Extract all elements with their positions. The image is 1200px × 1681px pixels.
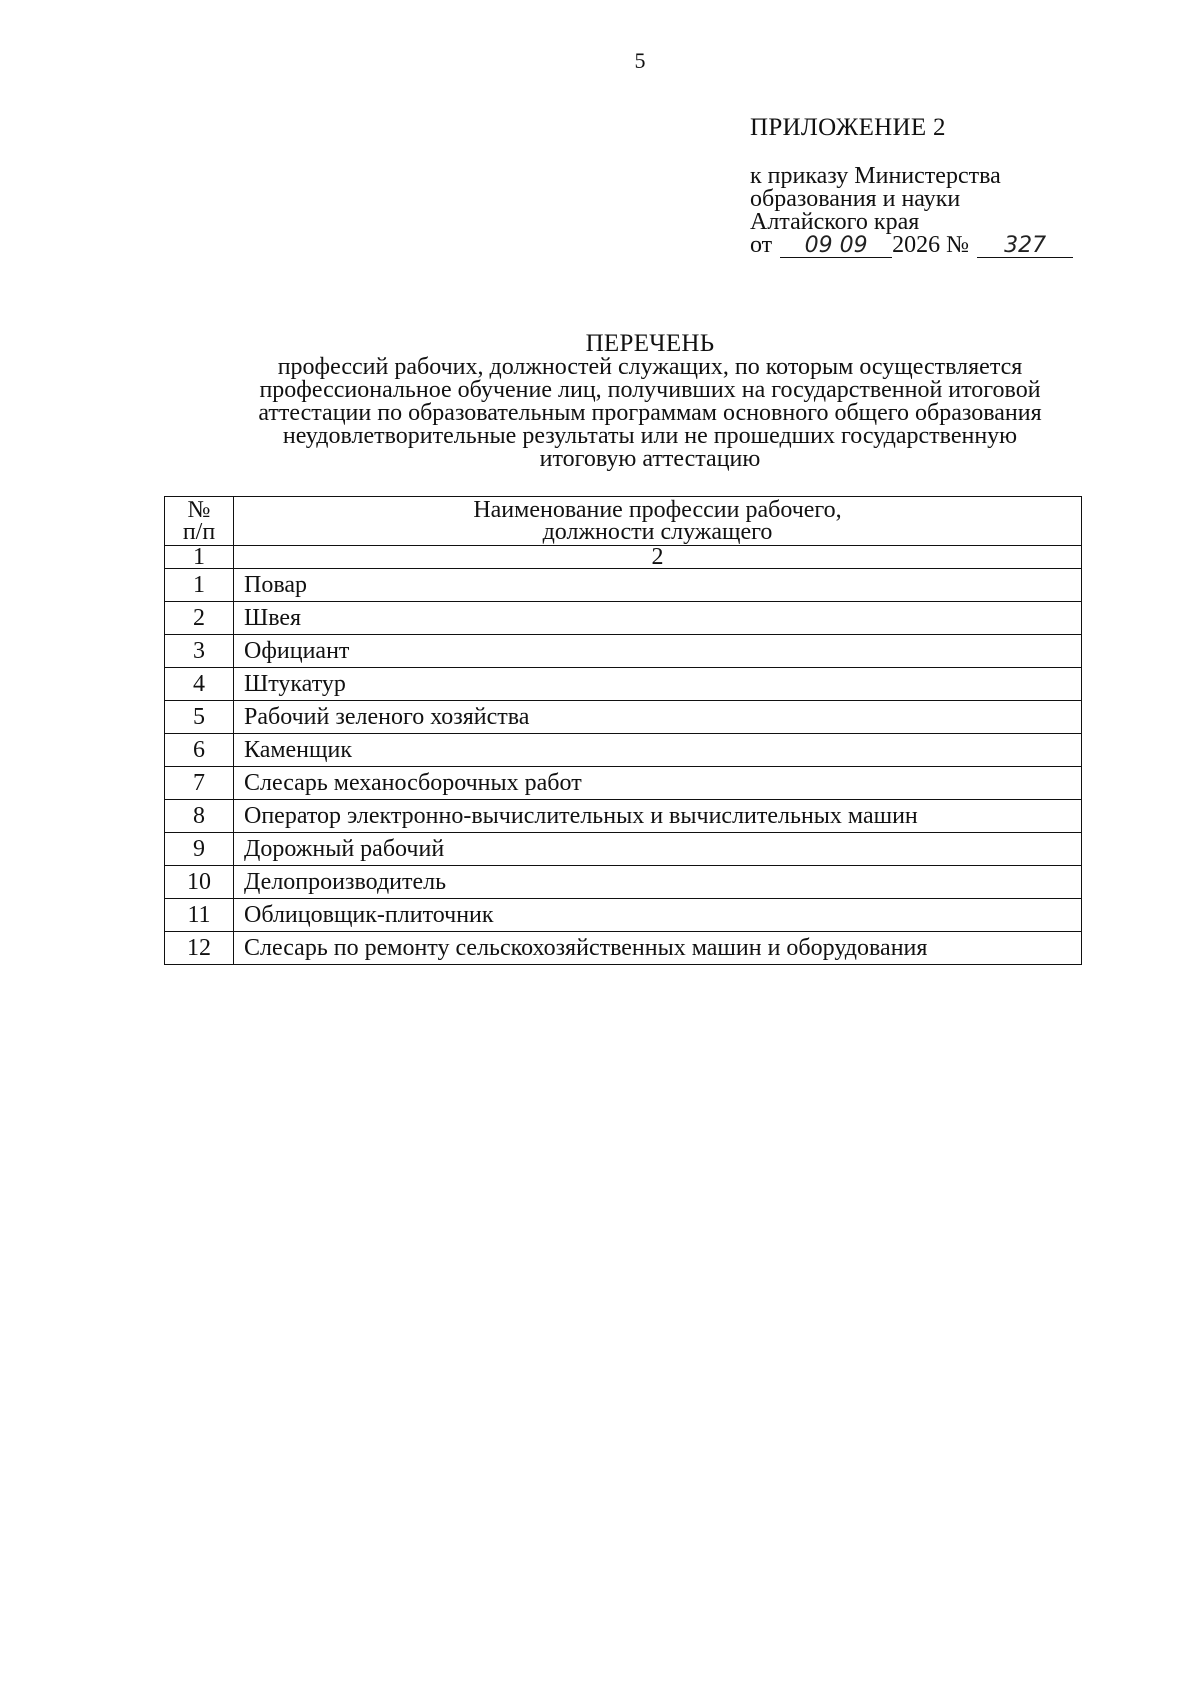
table-header-row — [165, 497, 1082, 546]
subtitle-line: аттестации по образовательным программам основного общего образования — [258, 400, 1042, 426]
year-and-number-label: 2026 № — [892, 232, 970, 258]
table-row — [165, 899, 1082, 932]
row-number: 2 — [165, 602, 234, 635]
header-number-symbol: № — [187, 497, 211, 523]
table-row — [165, 635, 1082, 668]
row-number: 4 — [165, 668, 234, 701]
order-reference — [750, 165, 1073, 258]
order-date-line — [750, 234, 1073, 258]
subtitle-line: итоговую аттестацию — [539, 446, 761, 472]
profession-name: Швея — [234, 602, 1082, 635]
header-name-line-2: должности служащего — [542, 519, 773, 545]
profession-name: Штукатур — [234, 668, 1082, 701]
table-row — [165, 767, 1082, 800]
profession-name: Каменщик — [234, 734, 1082, 767]
header-profession-name — [234, 497, 1082, 546]
profession-name: Дорожный рабочий — [234, 833, 1082, 866]
profession-name: Облицовщик-плиточник — [234, 899, 1082, 932]
table-row — [165, 866, 1082, 899]
column-index-row — [165, 546, 1082, 569]
order-line-1: к приказу Министерства — [750, 163, 1001, 189]
subtitle-line: профессий рабочих, должностей служащих, по которым осуществляется — [277, 354, 1023, 380]
handwritten-order-number: 327 — [977, 235, 1073, 258]
row-number: 11 — [165, 899, 234, 932]
row-number: 12 — [165, 932, 234, 965]
row-number: 7 — [165, 767, 234, 800]
column-index-1: 1 — [165, 546, 234, 569]
profession-name: Повар — [234, 569, 1082, 602]
appendix-title: ПРИЛОЖЕНИЕ 2 — [750, 114, 946, 141]
from-label: от — [750, 232, 773, 258]
subtitle-line: неудовлетворительные результаты или не прошедших государственную — [282, 423, 1018, 449]
profession-name: Оператор электронно-вычислительных и вычислительных машин — [234, 800, 1082, 833]
table-row — [165, 932, 1082, 965]
page-number: 5 — [634, 48, 646, 73]
column-index-2: 2 — [234, 546, 1082, 569]
profession-name: Слесарь механосборочных работ — [234, 767, 1082, 800]
order-line-2: образования и науки — [750, 186, 961, 212]
handwritten-date: 09 09 — [780, 235, 892, 258]
profession-name: Официант — [234, 635, 1082, 668]
table-row — [165, 569, 1082, 602]
document-subtitle — [185, 356, 1115, 471]
row-number: 5 — [165, 701, 234, 734]
header-number — [165, 497, 234, 546]
document-title: ПЕРЕЧЕНЬ — [585, 330, 715, 357]
row-number: 1 — [165, 569, 234, 602]
row-number: 9 — [165, 833, 234, 866]
profession-name: Слесарь по ремонту сельскохозяйственных машин и оборудования — [234, 932, 1082, 965]
header-name-line-1: Наименование профессии рабочего, — [473, 497, 842, 523]
table-row — [165, 602, 1082, 635]
table-row — [165, 833, 1082, 866]
profession-name: Рабочий зеленого хозяйства — [234, 701, 1082, 734]
row-number: 3 — [165, 635, 234, 668]
row-number: 6 — [165, 734, 234, 767]
professions-table — [164, 496, 1082, 965]
header-number-label: п/п — [182, 519, 216, 545]
row-number: 10 — [165, 866, 234, 899]
table-row — [165, 668, 1082, 701]
profession-name: Делопроизводитель — [234, 866, 1082, 899]
subtitle-line: профессиональное обучение лиц, получивших на государственной итоговой — [259, 377, 1041, 403]
order-line-3: Алтайского края — [750, 209, 920, 235]
table-row — [165, 800, 1082, 833]
table-row — [165, 734, 1082, 767]
table-row — [165, 701, 1082, 734]
row-number: 8 — [165, 800, 234, 833]
